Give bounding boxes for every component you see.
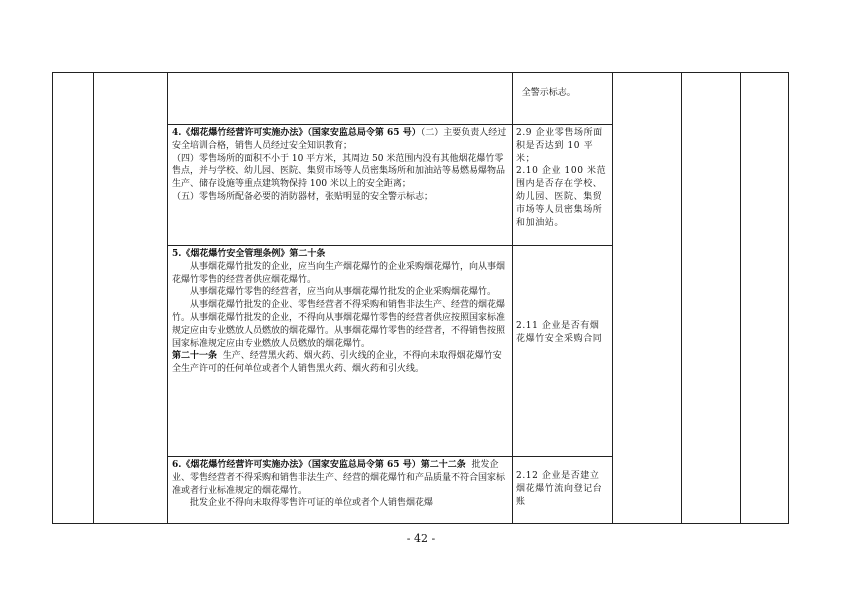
- check-item-cell: [516, 74, 609, 122]
- regulation-paragraph: 从事烟花爆竹批发的企业，应当向生产烟花爆竹的企业采购烟花爆竹，向从事烟花爆竹零售的经营者供应烟花爆竹。: [172, 261, 506, 285]
- regulation-paragraph: 批发企业不得向未取得零售许可证的单位或者个人销售烟花爆: [190, 498, 434, 509]
- check-item-text: 2.10 企业 100 米范围内是否存在学校、幼儿园、医院、集贸市场等人员密集场所和加油站。: [516, 166, 607, 228]
- regulation-clause: （二）主要负责人经过安全培训合格，销售人员经过安全知识教育；: [172, 128, 507, 151]
- regulation-clause: （五）零售场所配备必要的消防器材，张贴明显的安全警示标志；: [172, 191, 434, 202]
- regulation-article-title: 第二十一条: [172, 351, 218, 362]
- table-border-left: [52, 72, 53, 524]
- table-border-top: [52, 72, 789, 73]
- regulation-cell: [172, 127, 509, 243]
- check-item-text: 2.12 企业是否建立烟花爆竹流向登记台账: [516, 471, 603, 507]
- table-border-right: [788, 72, 789, 524]
- column-divider: [740, 72, 741, 524]
- check-item-text: 全警示标志。: [521, 87, 576, 98]
- row-divider: [167, 245, 613, 246]
- regulation-title: 4.《烟花爆竹经营许可实施办法》（国家安监总局令第 65 号）: [172, 128, 421, 138]
- column-divider: [93, 72, 94, 524]
- check-item-cell: [516, 470, 609, 520]
- regulation-article-text: 批发企业、零售经营者不得采购和销售非法生产、经营的烟花爆竹和产品质量不符合国家标准或者行业标准规定的烟花爆竹。: [172, 460, 506, 496]
- page-number: - 42 -: [406, 532, 436, 545]
- table-border-bottom: [52, 523, 789, 524]
- check-item-cell: [516, 127, 609, 243]
- regulation-cell: [172, 248, 509, 454]
- check-item-text: 2.11 企业是否有烟花爆竹安全采购合同: [516, 321, 603, 344]
- check-item-cell: [516, 320, 609, 380]
- column-divider: [681, 72, 682, 524]
- row-divider: [167, 124, 613, 125]
- regulation-paragraph: 从事烟花爆竹批发的企业、零售经营者不得采购和销售非法生产、经营的烟花爆竹。从事烟花爆竹批发的企业，不得向从事烟花爆竹零售的经营者供应按照国家标准规定应由专业燃放人员燃放的烟花爆竹。从事烟花爆竹零售的经营者，不得销售按照国家标准规定应由专业燃放人员燃放的烟花爆竹。: [172, 300, 506, 349]
- regulation-title: 6.《烟花爆竹经营许可实施办法》（国家安监总局令第 65 号）第二十二条: [172, 460, 466, 470]
- regulation-clause: （四）零售场所的面积不小于 10 平方米，其周边 50 米范围内没有其他烟花爆竹零售点，并与学校、幼儿园、医院、集贸市场等人员密集场所和加油站等易燃易爆物品生产、储存设施等重点建筑物保持 100 米以上的安全距离；: [172, 153, 506, 190]
- regulation-title: 5.《烟花爆竹安全管理条例》第二十条: [172, 249, 326, 259]
- row-divider: [167, 456, 613, 457]
- regulation-cell: [172, 459, 509, 523]
- regulation-paragraph: 从事烟花爆竹零售的经营者，应当向从事烟花爆竹批发的企业采购烟花爆竹。: [190, 287, 497, 298]
- regulation-article-text: 生产、经营黑火药、烟火药、引火线的企业，不得向未取得烟花爆竹安全生产许可的任何单位或者个人销售黑火药、烟火药和引火线。: [172, 351, 502, 375]
- check-item-text: 2.9 企业零售场所面积是否达到 10 平米；: [516, 128, 603, 164]
